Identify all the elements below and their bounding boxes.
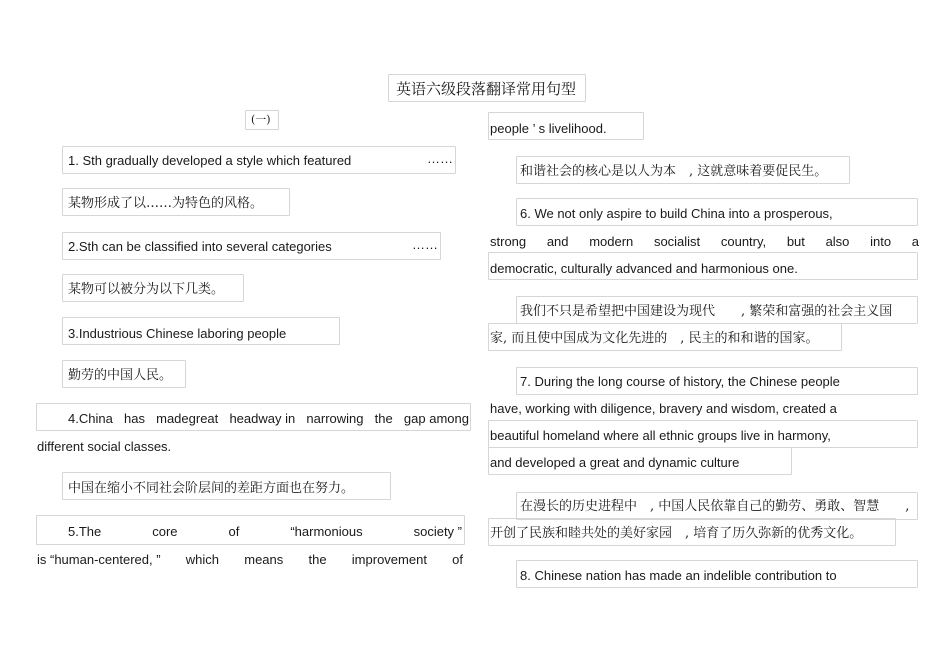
sentence-2-en: 2.Sth can be classified into several categories xyxy=(68,239,332,254)
word: socialist xyxy=(653,234,701,249)
sentence-6-en-line-1: 6. We not only aspire to build China into a prosperous, xyxy=(520,206,833,221)
sentence-5-zh: 和谐社会的核心是以人为本 , 这就意味着要促民生。 xyxy=(520,164,828,179)
sentence-2-zh: 某物可以被分为以下几类。 xyxy=(68,282,225,297)
word: improvement xyxy=(351,552,427,567)
sentence-2-ellipsis: …… xyxy=(412,237,438,252)
sentence-7-en-line-4: and developed a great and dynamic culture xyxy=(490,455,740,470)
document-title: 英语六级段落翻译常用句型 xyxy=(396,80,577,98)
word: into xyxy=(870,234,892,249)
word: which xyxy=(185,552,220,567)
word: headway in xyxy=(229,411,296,426)
word: the xyxy=(308,552,327,567)
sentence-7-en-line-1: 7. During the long course of history, the Chinese people xyxy=(520,374,840,389)
word: also xyxy=(825,234,850,249)
word: strong xyxy=(490,234,527,249)
section-label: (一) xyxy=(251,113,271,126)
sentence-6-zh-line-1: 我们不只是希望把中国建设为现代 , 繁荣和富强的社会主义国 xyxy=(520,304,893,319)
sentence-1-ellipsis: …… xyxy=(427,151,453,166)
sentence-5-en-line-3: people ’ s livelihood. xyxy=(490,121,607,136)
sentence-5-en-line-1 xyxy=(68,524,462,540)
word: society ” xyxy=(413,524,462,539)
word: of xyxy=(452,552,463,567)
word: “harmonious xyxy=(290,524,363,539)
sentence-1-zh: 某物形成了以……为特色的风格。 xyxy=(68,196,264,211)
sentence-1-en: 1. Sth gradually developed a style which featured xyxy=(68,153,352,168)
word: madegreat xyxy=(156,411,219,426)
sentence-7-en-line-2: have, working with diligence, bravery and wisdom, created a xyxy=(490,401,837,416)
word: core xyxy=(152,524,178,539)
word: 5.The xyxy=(68,524,102,539)
word: modern xyxy=(589,234,634,249)
word: but xyxy=(786,234,805,249)
sentence-3-en: 3.Industrious Chinese laboring people xyxy=(68,326,287,341)
word: 4.China xyxy=(68,411,113,426)
sentence-4-en-line-2: different social classes. xyxy=(37,439,172,454)
sentence-3-zh: 勤劳的中国人民。 xyxy=(68,368,173,383)
word: has xyxy=(123,411,145,426)
word: is “human-centered, ” xyxy=(37,552,161,567)
sentence-6-en-line-3: democratic, culturally advanced and harmonious one. xyxy=(490,261,798,276)
sentence-6-en-line-2 xyxy=(490,234,919,250)
word: means xyxy=(244,552,284,567)
sentence-4-zh: 中国在缩小不同社会阶层间的差距方面也在努力。 xyxy=(68,481,355,496)
sentence-7-en-line-3: beautiful homeland where all ethnic groups live in harmony, xyxy=(490,428,831,443)
word: country, xyxy=(720,234,767,249)
word: gap among xyxy=(403,411,469,426)
sentence-8-en-line-1: 8. Chinese nation has made an indelible contribution to xyxy=(520,568,837,583)
sentence-5-en-line-2 xyxy=(37,552,463,568)
sentence-7-zh-line-1: 在漫长的历史进程中 , 中国人民依靠自己的勤劳、勇敢、智慧 , xyxy=(520,499,910,514)
word: the xyxy=(374,411,393,426)
word: narrowing xyxy=(306,411,364,426)
word: of xyxy=(228,524,240,539)
sentence-7-zh-line-2: 开创了民族和睦共处的美好家园 , 培育了历久弥新的优秀文化。 xyxy=(490,526,863,541)
word: a xyxy=(911,234,919,249)
sentence-4-en-line-1 xyxy=(68,411,469,427)
word: and xyxy=(546,234,569,249)
sentence-6-zh-line-2: 家, 而且使中国成为文化先进的 , 民主的和和谐的国家。 xyxy=(490,331,819,346)
